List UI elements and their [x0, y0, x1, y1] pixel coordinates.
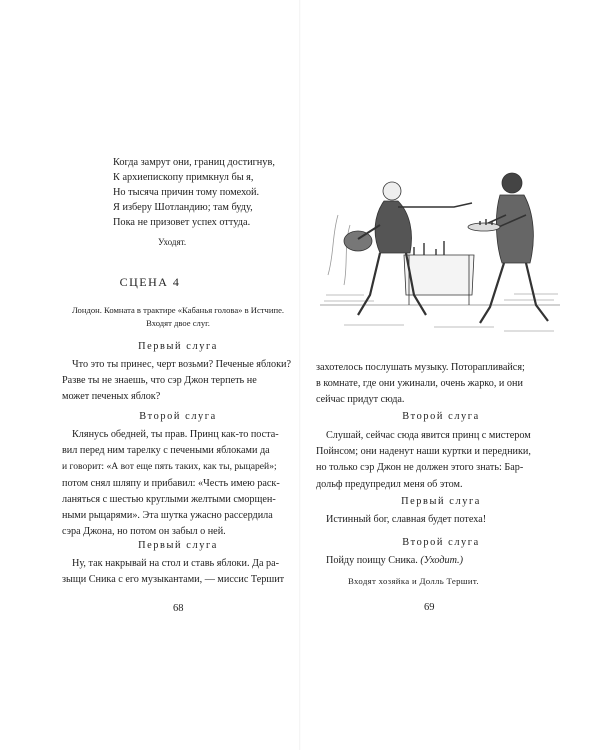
speech-line: Клянусь обедней, ты прав. Принц как-то поста-	[72, 429, 279, 440]
inline-stage-direction: (Уходит.)	[420, 555, 463, 566]
speech-line: захотелось послушать музыку. Поторапливайся;	[316, 362, 525, 373]
speech-block	[316, 360, 525, 409]
page-number: 69	[424, 602, 435, 613]
verse-line: Я изберу Шотландию; там буду,	[113, 202, 253, 213]
verse-block	[113, 155, 293, 230]
speech-block	[62, 357, 291, 406]
exit-stage-direction: Уходят.	[158, 237, 187, 247]
speech-line: Истинный бог, славная будет потеха!	[326, 514, 487, 525]
speech-line: Разве ты не знаешь, что сэр Джон терпеть не	[62, 375, 257, 387]
speaker-name: Первый слуга	[138, 341, 218, 352]
speaker-name: Первый слуга	[401, 496, 481, 507]
speech-line: Ну, так накрывай на стол и ставь яблоки. Да ра-	[72, 558, 280, 569]
speech-line: и говорит: «А вот еще пять таких, как ты, рыцарей»;	[62, 461, 277, 473]
speech-line: зыщи Сника с его музыкантами, — миссис Тершит	[62, 574, 285, 586]
speaker-name: Второй слуга	[402, 537, 480, 548]
speaker-name: Первый слуга	[138, 540, 218, 551]
speech-line: дольф предупредил меня об этом.	[316, 478, 463, 490]
speech-text: Пойду поищу Сника.	[326, 555, 418, 566]
speaker-name: Второй слуга	[402, 411, 480, 422]
scene-title: СЦЕНА 4	[119, 275, 181, 289]
page-number: 68	[173, 603, 184, 614]
speech-line: но только сэр Джон не должен этого знать: Бар-	[316, 462, 524, 474]
speech-line: вил перед ним тарелку с печеными яблоками да	[62, 445, 270, 457]
speech-line: ными рыцарями». Эта шутка ужасно рассердила	[62, 510, 273, 522]
speech-block	[316, 512, 486, 528]
speaker-name: Второй слуга	[139, 411, 217, 422]
speech-block	[62, 427, 280, 540]
speech-block	[316, 553, 463, 569]
scene-stage-direction	[60, 304, 296, 330]
speech-block	[62, 556, 284, 588]
stage-direction-line: Входят двое слуг.	[146, 318, 210, 328]
speech-line: сэра Джона, но потом он забыл о ней.	[62, 526, 226, 538]
tavern-servants-illustration	[314, 155, 566, 345]
stage-direction-line: Лондон. Комната в трактире «Кабанья голова» в Истчипе.	[71, 305, 285, 315]
speech-line: может печеных яблок?	[62, 391, 161, 403]
speech-line: сейчас придут сюда.	[316, 394, 405, 406]
verse-line: Пока не призовет успех оттуда.	[113, 217, 251, 228]
speech-block	[316, 428, 531, 493]
speech-line: Что это ты принес, черт возьми? Печеные яблоки?	[72, 359, 292, 370]
verse-line: Но тысяча причин тому помехой.	[113, 187, 260, 198]
verse-line: К архиепископу примкнул бы я,	[113, 172, 254, 183]
speech-line: потом снял шляпу и прибавил: «Честь имею раск-	[62, 477, 280, 489]
verse-line: Когда замрут они, границ достигнув,	[113, 157, 275, 168]
stage-direction: Входят хозяйка и Долль Тершит.	[348, 576, 479, 586]
speech-line: Слушай, сейчас сюда явится принц с мистером	[326, 430, 531, 441]
speech-line: ланяться с шестью круглыми желтыми сморщен-	[62, 493, 276, 505]
speech-line: Пойнсом; они наденут наши куртки и передники,	[316, 446, 531, 458]
speech-line	[316, 553, 463, 569]
speech-line: в комнате, где они ужинали, очень жарко, и они	[316, 378, 523, 390]
